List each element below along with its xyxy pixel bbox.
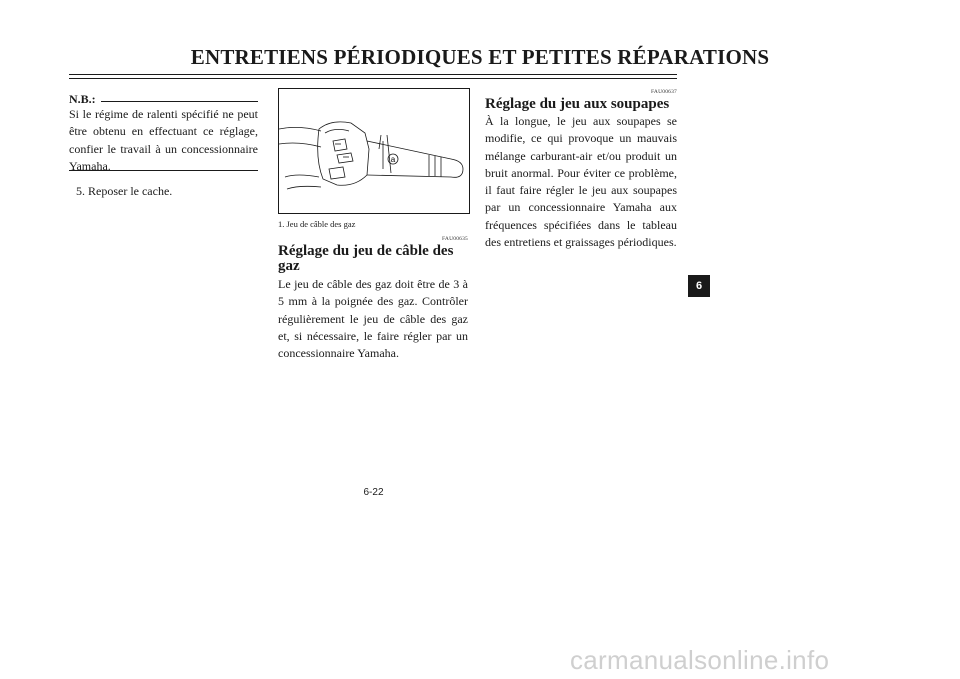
step-item: 5. Reposer le cache. bbox=[76, 184, 173, 198]
figure-caption: 1. Jeu de câble des gaz bbox=[278, 219, 356, 229]
handlebar-illustration bbox=[279, 89, 469, 213]
figure-callout: a bbox=[390, 155, 396, 164]
section-text-throttle: Le jeu de câble des gaz doit être de 3 à 5 mm à la poignée des gaz. Contrôler régulièrement le jeu de câble des gaz et, si nécessaire, le faire régler par un concessionnaire Yamaha. bbox=[278, 277, 468, 361]
note-label-rule bbox=[101, 101, 258, 102]
chapter-tab: 6 bbox=[688, 275, 710, 297]
page-title: ENTRETIENS PÉRIODIQUES ET PETITES RÉPARATIONS bbox=[190, 45, 770, 69]
section-text-valves: À la longue, le jeu aux soupapes se modifie, ce qui provoque un mauvais mélange carburant-air et/ou produit un bruit anormal. Pour éviter ce problème, il faut faire régler le jeu aux soupapes par un concessionnaire Yamaha aux fréquences spécifiées dans le tableau des entretiens et graissages périodiques. bbox=[485, 114, 677, 250]
section-title-valves: Réglage du jeu aux soupapes bbox=[485, 96, 670, 112]
watermark: carmanualsonline.info bbox=[570, 645, 830, 675]
section-title-throttle: Réglage du jeu de câble des gaz bbox=[278, 243, 454, 274]
header-rule-thin bbox=[69, 78, 677, 79]
section-code: FAU00635 bbox=[442, 236, 468, 242]
note-end-rule bbox=[69, 170, 258, 171]
throttle-figure bbox=[278, 88, 470, 214]
section-code: FAU00637 bbox=[651, 89, 677, 95]
note-label: N.B.: bbox=[69, 92, 96, 106]
page-number: 6-22 bbox=[363, 487, 384, 498]
note-text: Si le régime de ralenti spécifié ne peut être obtenu en effectuant ce réglage, confier le travail à un concessionnaire Yamaha. bbox=[69, 107, 258, 173]
header-rule bbox=[69, 74, 677, 75]
